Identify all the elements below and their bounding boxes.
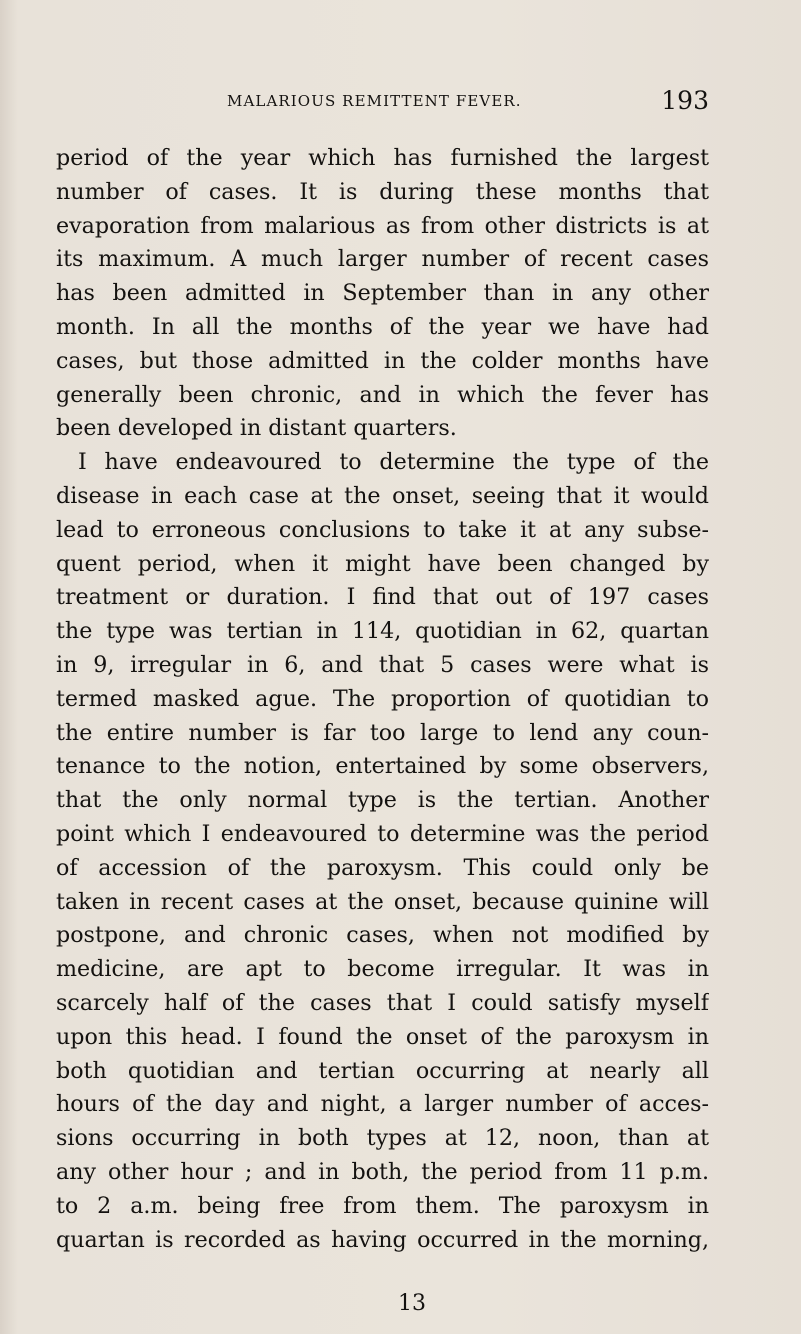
running-head: MALARIOUS REMITTENT FEVER.	[227, 92, 522, 110]
text-line: termed masked ague. The proportion of quotidian to	[56, 685, 709, 712]
text-line: postpone, and chronic cases, when not modified by	[56, 922, 709, 949]
page-header	[227, 86, 709, 120]
text-line: in 9, irregular in 6, and that 5 cases were what is	[56, 651, 709, 678]
text-line: month. In all the months of the year we have had	[56, 313, 709, 340]
text-line: upon this head. I found the onset of the paroxysm in	[56, 1023, 709, 1050]
text-line: been developed in distant quarters.	[56, 415, 457, 442]
text-line: generally been chronic, and in which the fever has	[56, 381, 709, 408]
text-line: of accession of the paroxysm. This could only be	[56, 854, 709, 881]
signature-mark: 13	[398, 1291, 426, 1316]
text-line: number of cases. It is during these months that	[56, 178, 709, 205]
text-line: point which I endeavoured to determine was the period	[56, 820, 709, 847]
body-text	[56, 142, 709, 1257]
text-line: evaporation from malarious as from other districts is at	[56, 212, 709, 239]
text-line: its maximum. A much larger number of recent cases	[56, 246, 709, 273]
text-line: cases, but those admitted in the colder months have	[56, 347, 709, 374]
text-line: both quotidian and tertian occurring at nearly all	[56, 1057, 709, 1084]
text-line: tenance to the notion, entertained by some observers,	[56, 753, 709, 780]
text-line: any other hour ; and in both, the period from 11 p.m.	[56, 1158, 709, 1185]
text-line: the entire number is far too large to lend any coun-	[56, 719, 709, 746]
text-line: hours of the day and night, a larger number of acces-	[56, 1091, 709, 1118]
text-line: I have endeavoured to determine the type of the	[78, 449, 709, 476]
text-line: period of the year which has furnished the largest	[56, 145, 709, 171]
text-line: sions occurring in both types at 12, noon, than at	[56, 1125, 709, 1152]
text-line: quent period, when it might have been changed by	[56, 550, 709, 577]
text-line: treatment or duration. I find that out of 197 cases	[56, 584, 709, 611]
text-line: medicine, are apt to become irregular. It was in	[56, 956, 709, 983]
text-line: quartan is recorded as having occurred in the morning,	[56, 1226, 709, 1253]
text-line: taken in recent cases at the onset, because quinine will	[56, 888, 709, 915]
text-line: the type was tertian in 114, quotidian in 62, quartan	[56, 618, 709, 645]
text-line: that the only normal type is the tertian. Another	[56, 787, 709, 814]
text-line: to 2 a.m. being free from them. The paroxysm in	[56, 1192, 709, 1219]
text-line: scarcely half of the cases that I could satisfy myself	[56, 989, 709, 1016]
page-number: 193	[661, 86, 709, 115]
text-line: disease in each case at the onset, seeing that it would	[56, 482, 709, 509]
text-line: has been admitted in September than in any other	[56, 280, 709, 307]
text-line: lead to erroneous conclusions to take it at any subse-	[56, 516, 709, 543]
